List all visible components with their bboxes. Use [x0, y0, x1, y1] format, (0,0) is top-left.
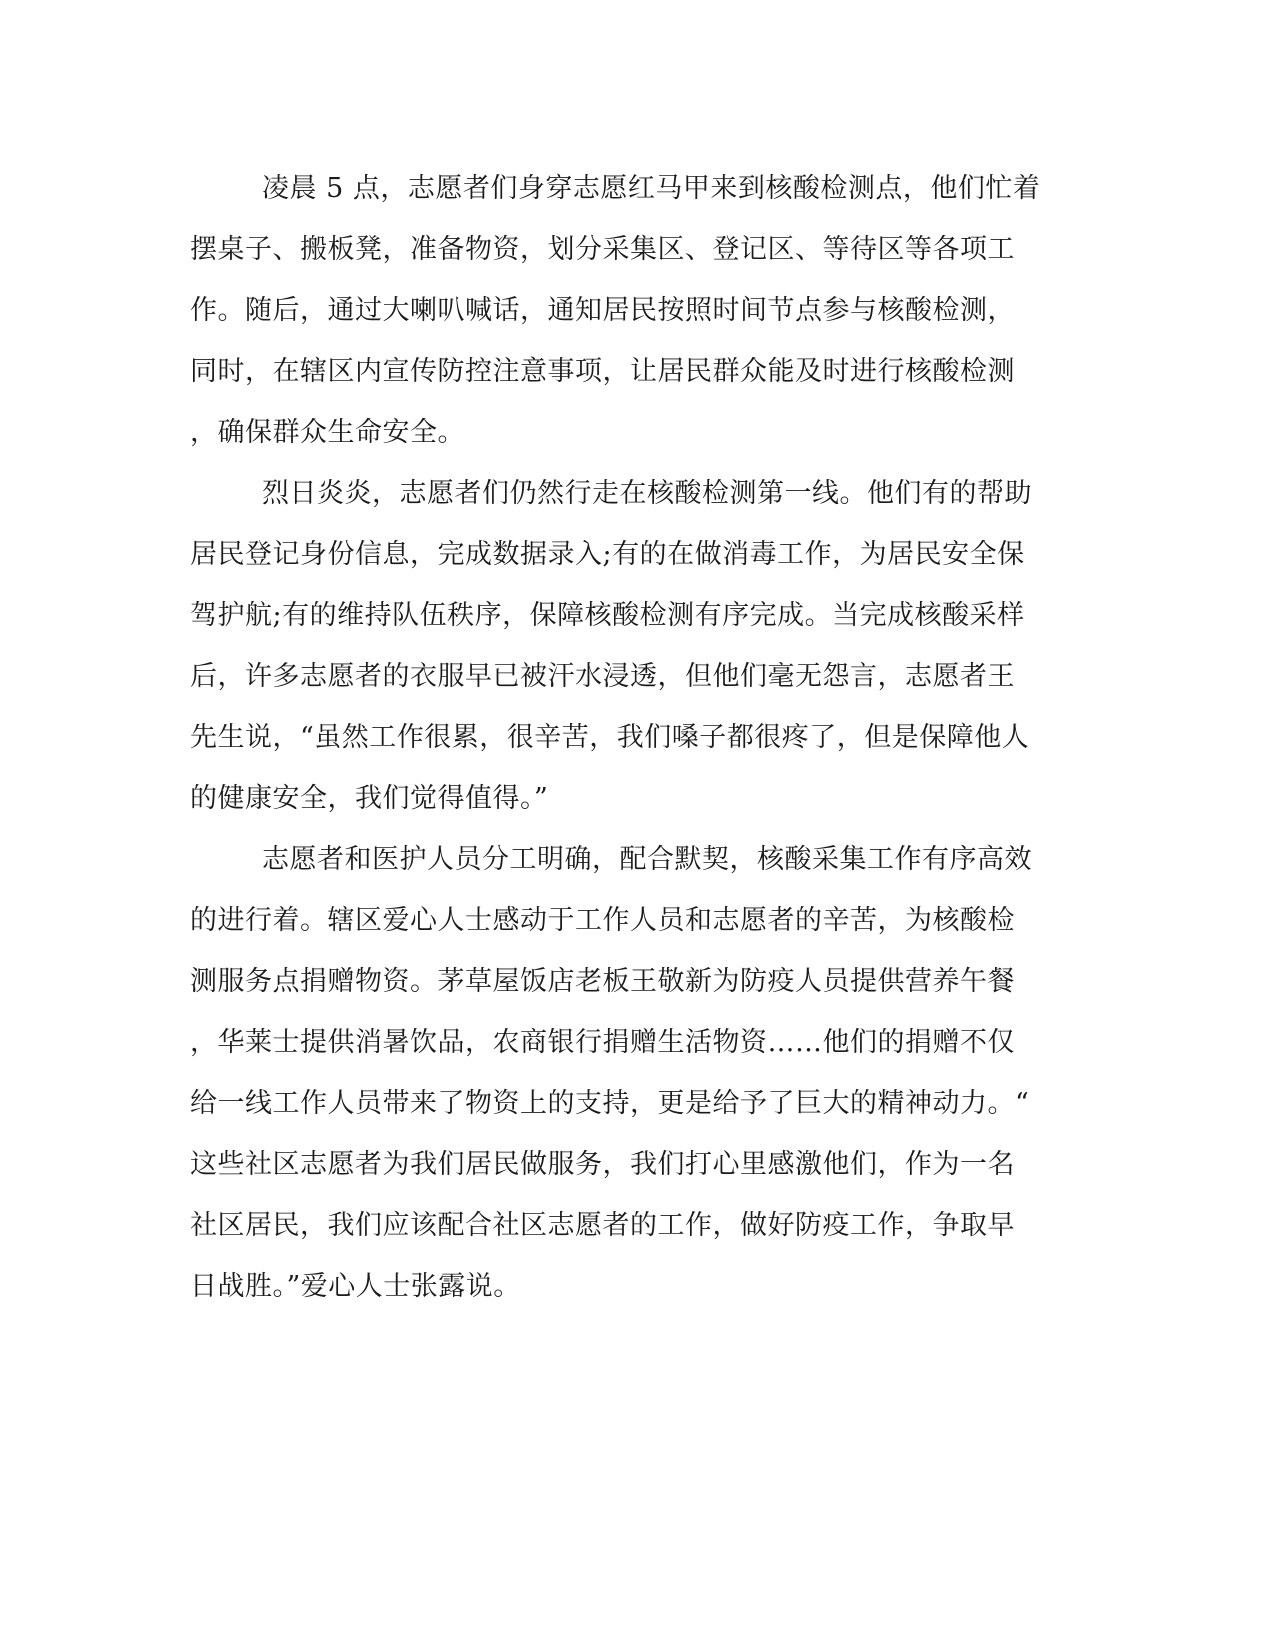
text-line: 摆桌子、搬板凳，准备物资，划分采集区、登记区、等待区等各项工 [190, 234, 1015, 265]
text-line: 志愿者和医护人员分工明确，配合默契，核酸采集工作有序高效 [262, 844, 1032, 875]
text-line: 驾护航;有的维持队伍秩序，保障核酸检测有序完成。当完成核酸采样 [190, 600, 1025, 631]
text-line: ，确保群众生命安全。 [190, 417, 465, 448]
text-line: 测服务点捐赠物资。茅草屋饭店老板王敬新为防疫人员提供营养午餐 [190, 966, 1015, 997]
text-line: 后，许多志愿者的衣服早已被汗水浸透，但他们毫无怨言，志愿者王 [190, 661, 1015, 692]
text-line: 凌晨 5 点，志愿者们身穿志愿红马甲来到核酸检测点，他们忙着 [262, 173, 1041, 204]
text-line: 日战胜。”爱心人士张露说。 [190, 1271, 521, 1302]
text-line: 同时，在辖区内宣传防控注意事项，让居民群众能及时进行核酸检测 [190, 356, 1015, 387]
text-line: 烈日炎炎，志愿者们仍然行走在核酸检测第一线。他们有的帮助 [262, 478, 1032, 509]
text-line: 的进行着。辖区爱心人士感动于工作人员和志愿者的辛苦，为核酸检 [190, 905, 1015, 936]
text-line: 居民登记身份信息，完成数据录入;有的在做消毒工作，为居民安全保 [190, 539, 1025, 570]
paragraph-1 [190, 158, 1080, 463]
document-body [190, 158, 1080, 1317]
text-line: 社区居民，我们应该配合社区志愿者的工作，做好防疫工作，争取早 [190, 1210, 1015, 1241]
text-line: 的健康安全，我们觉得值得。” [190, 783, 549, 814]
paragraph-3 [190, 829, 1080, 1317]
text-line: ，华莱士提供消暑饮品，农商银行捐赠生活物资……他们的捐赠不仅 [190, 1027, 1015, 1058]
text-line: 这些社区志愿者为我们居民做服务，我们打心里感激他们，作为一名 [190, 1149, 1015, 1180]
text-line: 给一线工作人员带来了物资上的支持，更是给予了巨大的精神动力。“ [190, 1088, 1030, 1119]
paragraph-2 [190, 463, 1080, 829]
text-line: 作。随后，通过大喇叭喊话，通知居民按照时间节点参与核酸检测， [190, 295, 1015, 326]
text-line: 先生说，“虽然工作很累，很辛苦，我们嗓子都很疼了，但是保障他人 [190, 722, 1030, 753]
